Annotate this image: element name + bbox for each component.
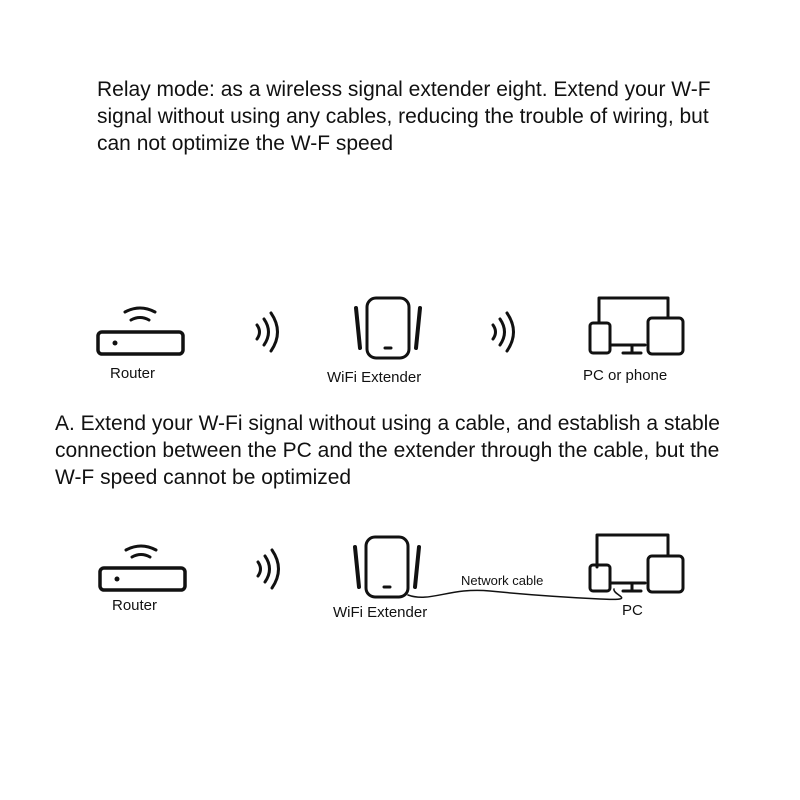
device-label: PC xyxy=(622,602,643,619)
router-label: Router xyxy=(112,597,158,614)
extender-label: WiFi Extender xyxy=(333,604,428,621)
router-label: Router xyxy=(110,365,156,382)
router-icon xyxy=(98,308,183,354)
wireless-signal-icon xyxy=(493,313,514,351)
wifi-extender-icon xyxy=(355,537,419,597)
router-icon xyxy=(100,546,185,590)
wireless-signal-icon xyxy=(257,313,278,351)
relay-mode-description: Relay mode: as a wireless signal extender eight. Extend your W-F signal without using any cables, reducing the trouble of wiring, but can not optimize the W-F speed xyxy=(97,78,711,155)
cable-mode-description: A. Extend your W-Fi signal without using a cable, and establish a stable connection between the PC and the extender through the cable, but the W-F speed cannot be optimized xyxy=(55,412,720,489)
network-cable-label: Network cable xyxy=(461,573,544,588)
extender-label: WiFi Extender xyxy=(327,369,422,386)
wireless-signal-icon xyxy=(258,550,279,588)
pc-tablet-icon xyxy=(590,298,683,354)
wifi-extender-icon xyxy=(356,298,420,358)
pc-tablet-icon xyxy=(590,535,683,592)
device-label: PC or phone xyxy=(583,367,668,384)
